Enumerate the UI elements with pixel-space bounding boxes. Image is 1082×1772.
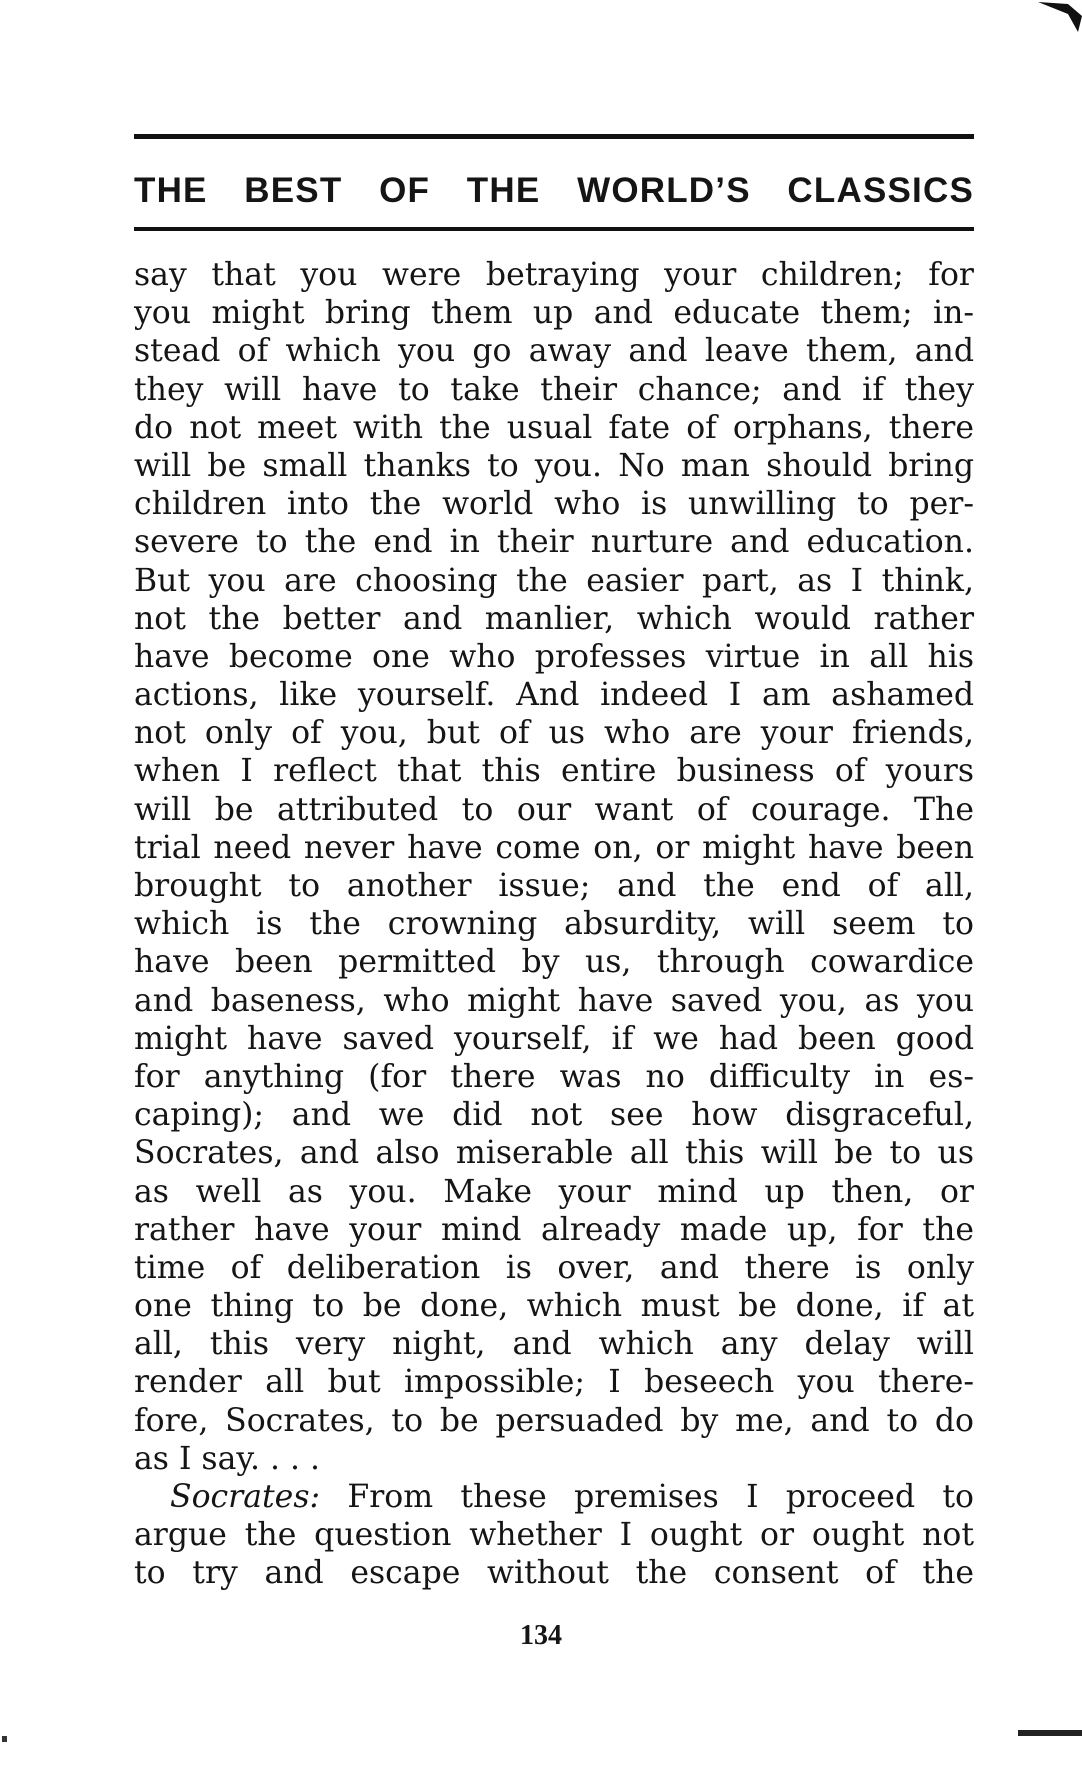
- text-line: caping); and we did not see how disgraceful,: [134, 1097, 974, 1134]
- text-line: and baseness, who might have saved you, as you: [134, 982, 974, 1019]
- edge-mark: [2, 1736, 7, 1742]
- text-line: severe to the end in their nurture and education.: [134, 524, 974, 561]
- text-line: one thing to be done, which must be done, if at: [134, 1288, 974, 1325]
- running-head: THE BEST OF THE WORLD’S CLASSICS: [134, 171, 974, 210]
- text-line: as I say. . . .: [134, 1440, 321, 1477]
- text-line: not the better and manlier, which would rather: [134, 600, 974, 637]
- text-line: when I reflect that this entire business of yours: [134, 753, 974, 790]
- text-line: for anything (for there was no difficulty in es-: [134, 1058, 974, 1095]
- speaker-line-text: From these premises I proceed to: [347, 1479, 974, 1515]
- body-text: [134, 256, 974, 1593]
- page-number: 134: [520, 1620, 562, 1651]
- text-line: as well as you. Make your mind up then, or: [134, 1173, 974, 1210]
- text-line: they will have to take their chance; and if they: [134, 371, 974, 408]
- text-line: you might bring them up and educate them; in-: [134, 295, 974, 332]
- text-line: But you are choosing the easier part, as I think,: [134, 562, 974, 599]
- speaker-name: Socrates:: [170, 1479, 321, 1515]
- text-line: to try and escape without the consent of the: [134, 1555, 974, 1592]
- text-line: children into the world who is unwilling to per-: [134, 486, 974, 523]
- text-line: argue the question whether I ought or ought not: [134, 1517, 974, 1554]
- text-line: have become one who professes virtue in all his: [134, 638, 974, 675]
- text-line: will be attributed to our want of courage. The: [134, 791, 974, 828]
- speaker-line: [134, 1478, 974, 1516]
- text-line: do not meet with the usual fate of orphans, there: [134, 409, 974, 446]
- text-line: all, this very night, and which any delay will: [134, 1326, 974, 1363]
- corner-fold-mark: [1038, 0, 1082, 34]
- text-line: actions, like yourself. And indeed I am ashamed: [134, 677, 974, 714]
- text-line: render all but impossible; I beseech you there-: [134, 1364, 974, 1401]
- text-line: say that you were betraying your children; for: [134, 257, 974, 293]
- text-line: stead of which you go away and leave them, and: [134, 333, 974, 370]
- text-line: fore, Socrates, to be persuaded by me, and to do: [134, 1402, 974, 1439]
- text-line: time of deliberation is over, and there is only: [134, 1249, 974, 1286]
- text-line: which is the crowning absurdity, will seem to: [134, 906, 974, 943]
- text-line: rather have your mind already made up, for the: [134, 1211, 974, 1248]
- text-line: Socrates, and also miserable all this will be to us: [134, 1135, 974, 1172]
- text-line: might have saved yourself, if we had been good: [134, 1020, 974, 1057]
- text-line: trial need never have come on, or might have been: [134, 829, 974, 866]
- header-rule-top: [134, 134, 974, 139]
- text-line: brought to another issue; and the end of all,: [134, 868, 974, 904]
- text-line: have been permitted by us, through cowardice: [134, 944, 974, 981]
- edge-mark: [1018, 1730, 1082, 1736]
- page-header: [134, 134, 974, 231]
- text-line: not only of you, but of us who are your friends,: [134, 715, 974, 752]
- header-rule-bottom: [134, 227, 974, 231]
- text-line: will be small thanks to you. No man should bring: [134, 447, 974, 484]
